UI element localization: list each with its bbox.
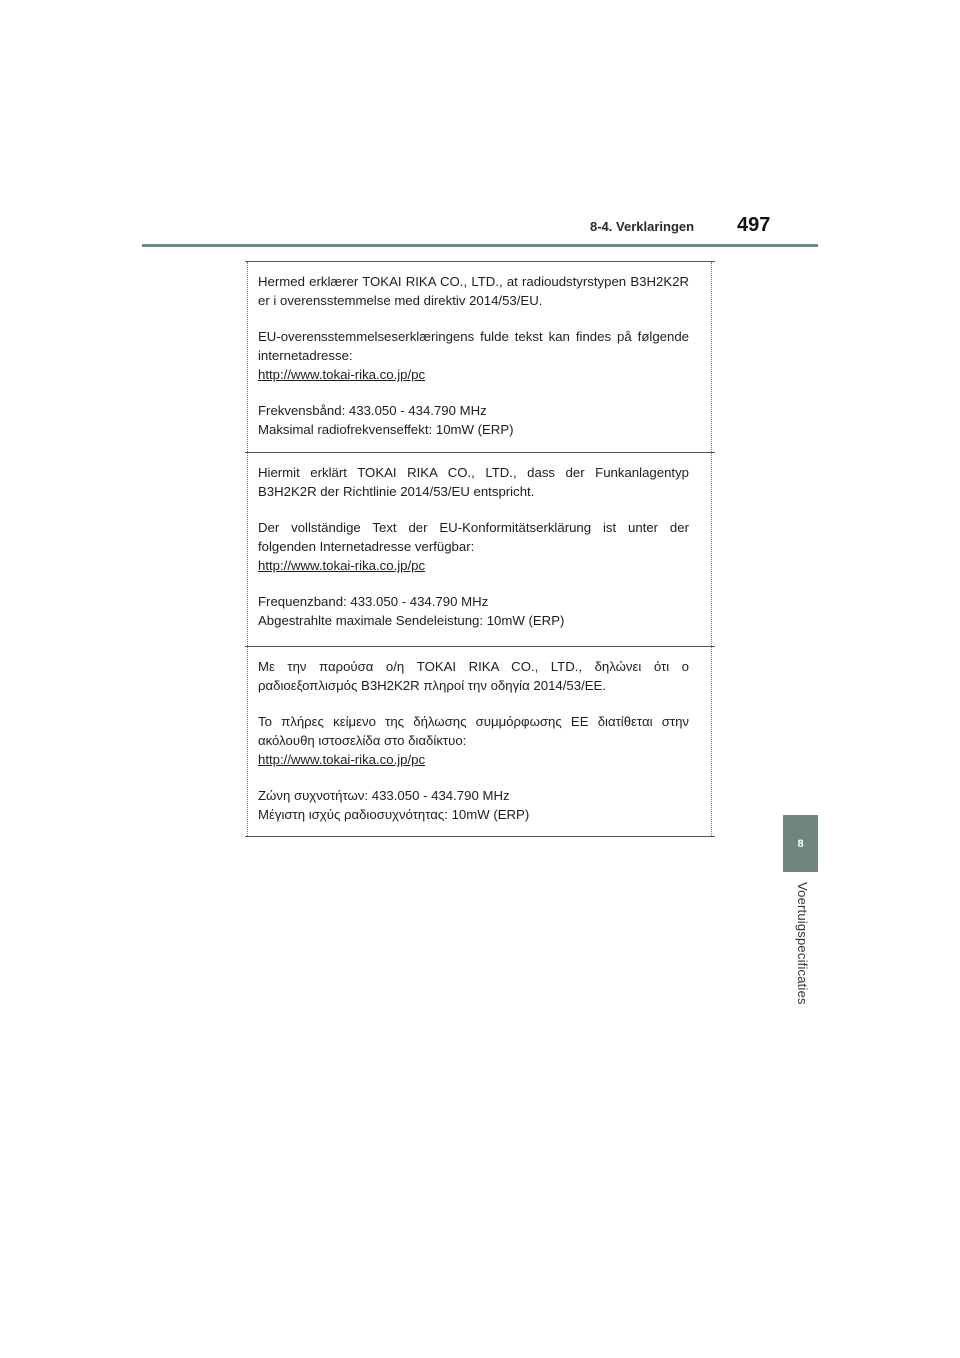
chapter-tab-number: 8 xyxy=(797,837,804,850)
declaration-url-link[interactable]: http://www.tokai-rika.co.jp/pc xyxy=(258,752,426,767)
declaration-url-link[interactable]: http://www.tokai-rika.co.jp/pc xyxy=(258,367,426,382)
declaration-full-text-info: EU-overensstemmelseserklæringens fulde tekst kan findes på følgende internetadresse: xyxy=(258,329,689,363)
declaration-max-power: Abgestrahlte maximale Sendeleistung: 10mW (ERP) xyxy=(258,613,565,628)
declaration-box-german xyxy=(247,453,712,646)
declaration-url-link[interactable]: http://www.tokai-rika.co.jp/pc xyxy=(258,558,426,573)
declaration-full-text-info: Der vollständige Text der EU-Konformitätserklärung ist unter der folgenden Internetadresse verfügbar: xyxy=(258,520,689,554)
declaration-max-power: Μέγιστη ισχύς ραδιοσυχνότητας: 10mW (ERP) xyxy=(258,807,530,822)
declaration-statement: Με την παρούσα ο/η TOKAI RIKA CO., LTD., δηλώνει ότι ο ραδιοεξοπλισμός B3H2K2R πληροί την οδηγία 2014/53/ΕΕ. xyxy=(258,659,689,693)
declaration-statement: Hiermit erklärt TOKAI RIKA CO., LTD., dass der Funkanlagentyp B3H2K2R der Richtlinie 2014/53/EU entspricht. xyxy=(258,465,689,499)
chapter-tab xyxy=(783,815,818,872)
box-bottom-rule xyxy=(245,836,715,837)
chapter-tab-label: Voertuigspecificaties xyxy=(795,882,810,1005)
declaration-statement: Hermed erklærer TOKAI RIKA CO., LTD., at radioudstyrstypen B3H2K2R er i overensstemmelse med direktiv 2014/53/EU. xyxy=(258,274,689,308)
declaration-full-text-info: Το πλήρες κείμενο της δήλωσης συμμόρφωσης ΕΕ διατίθεται στην ακόλουθη ιστοσελίδα στο διαδίκτυο: xyxy=(258,714,689,748)
page-number: 497 xyxy=(737,214,771,236)
declaration-box-greek xyxy=(247,647,712,836)
declaration-max-power: Maksimal radiofrekvenseffekt: 10mW (ERP) xyxy=(258,422,514,437)
header-section-title: 8-4. Verklaringen xyxy=(590,219,695,234)
declaration-frequency-band: Ζώνη συχνοτήτων: 433.050 - 434.790 MHz xyxy=(258,788,510,803)
declaration-frequency-band: Frekvensbånd: 433.050 - 434.790 MHz xyxy=(258,403,487,418)
header-rule xyxy=(142,244,818,247)
declaration-frequency-band: Frequenzband: 433.050 - 434.790 MHz xyxy=(258,594,489,609)
declaration-box-danish xyxy=(247,262,712,452)
